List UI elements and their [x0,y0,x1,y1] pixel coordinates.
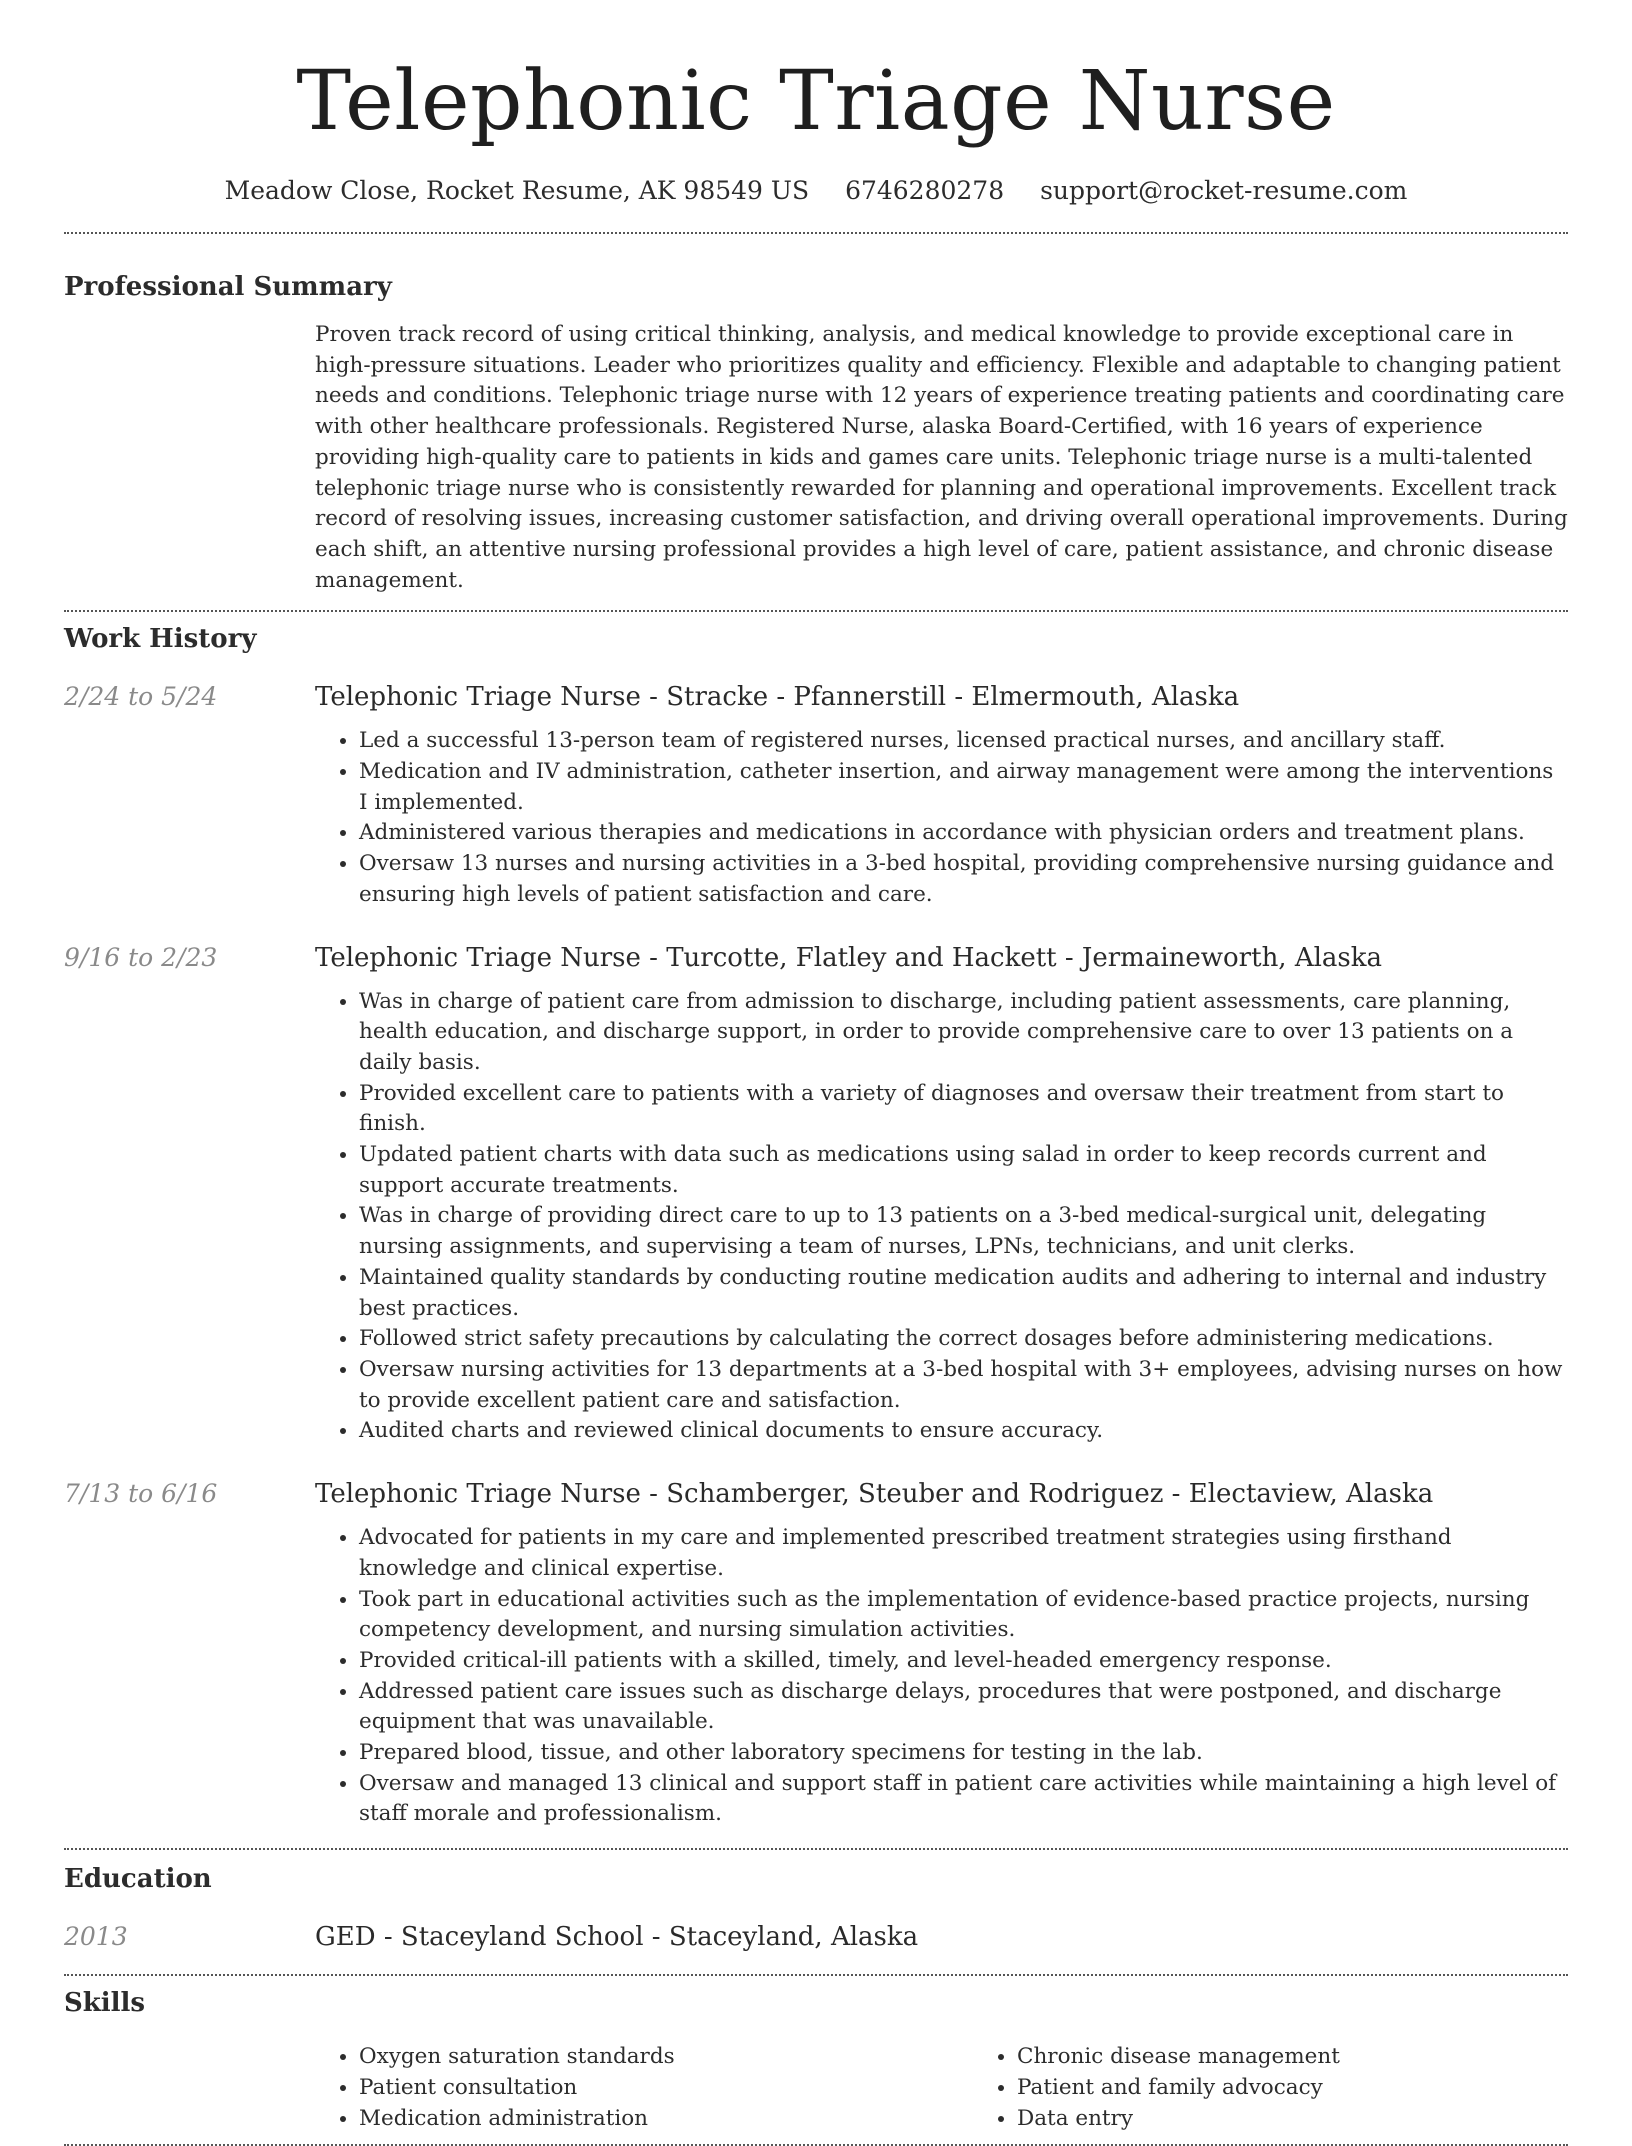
list-item: • Was in charge of patient care from admission to discharge, including patient assessments, care planning, health education, and discharge support, in order to provide comprehensive care to over 13 patients on a daily basis. [359,987,1568,1079]
summary-text: Proven track record of using critical thinking, analysis, and medical knowledge to provide exceptional care in high-pressure situations. Leader who prioritizes quality and efficiency. Flexible and adaptable to changing patient needs and conditions. Telephonic triage nurse with 12 years of experience treating patients and coordinating care with other healthcare professionals. Registered Nurse, alaska Board-Certified, with 16 years of experience providing high-quality care to patients in kids and games care units. Telephonic triage nurse is a multi-talented telephonic triage nurse who is consistently rewarded for planning and operational improvements. Excellent track record of resolving issues, increasing customer satisfaction, and driving overall operational improvements. During each shift, an attentive nursing professional provides a high level of care, patient assistance, and chronic disease management. [315,322,1568,593]
job-bullets [315,1523,1568,1830]
skill-item: • Medication administration [359,2104,973,2135]
skill-item: • Patient consultation [359,2073,973,2104]
job-title: Telephonic Triage Nurse - Turcotte, Flatley and Hackett - Jermaineworth, Alaska [315,942,1383,973]
divider [64,232,1568,234]
skills-list-right [973,2042,1631,2134]
education-year: 2013 [64,1922,128,1952]
skill-item: • Data entry [1017,2104,1631,2135]
list-item: • Provided critical-ill patients with a skilled, timely, and level-headed emergency response. [359,1646,1568,1677]
list-item: • Was in charge of providing direct care to up to 13 patients on a 3-bed medical-surgical unit, delegating nursing assignments, and supervising a team of nurses, LPNs, technicians, and unit clerks. [359,1201,1568,1262]
list-item: • Advocated for patients in my care and implemented prescribed treatment strategies using firsthand knowledge and clinical expertise. [359,1523,1568,1584]
skill-item: • Oxygen saturation standards [359,2042,973,2073]
job-entry [64,1477,1568,1830]
list-item: • Led a successful 13-person team of registered nurses, licensed practical nurses, and ancillary staff. [359,726,1568,757]
list-item: • Took part in educational activities such as the implementation of evidence-based practice projects, nursing competency development, and nursing simulation activities. [359,1585,1568,1646]
job-entry [64,941,1568,1448]
resume-title: Telephonic Triage Nurse [296,54,1336,149]
work-history-heading: Work History [64,624,257,655]
list-item: • Administered various therapies and medications in accordance with physician orders and treatment plans. [359,818,1568,849]
list-item: • Prepared blood, tissue, and other laboratory specimens for testing in the lab. [359,1738,1568,1769]
phone: 6746280278 [845,176,1005,205]
skill-item: • Patient and family advocacy [1017,2073,1631,2104]
list-item: • Medication and IV administration, catheter insertion, and airway management were among the interventions I implemented. [359,757,1568,818]
divider [64,610,1568,612]
list-item: • Addressed patient care issues such as discharge delays, procedures that were postponed, and discharge equipment that was unavailable. [359,1677,1568,1738]
skill-item: • Chronic disease management [1017,2042,1631,2073]
job-dates: 2/24 to 5/24 [64,682,218,712]
skills-heading: Skills [64,1988,146,2019]
job-dates: 9/16 to 2/23 [64,942,218,972]
list-item: • Oversaw 13 nurses and nursing activities in a 3-bed hospital, providing comprehensive nursing guidance and ensuring high levels of patient satisfaction and care. [359,849,1568,910]
email: support@rocket-resume.com [1040,176,1408,205]
divider [64,1848,1568,1850]
address: Meadow Close, Rocket Resume, AK 98549 US [224,176,810,205]
job-entry [64,680,1568,910]
summary-heading: Professional Summary [64,272,392,302]
list-item: • Oversaw and managed 13 clinical and support staff in patient care activities while maintaining a high level of staff morale and professionalism. [359,1769,1568,1830]
job-bullets [315,987,1568,1448]
skills-list-left [315,2042,973,2134]
divider [64,1974,1568,1976]
education-heading: Education [64,1864,212,1895]
list-item: • Oversaw nursing activities for 13 departments at a 3-bed hospital with 3+ employees, advising nurses on how to provide excellent patient care and satisfaction. [359,1355,1568,1416]
list-item: • Maintained quality standards by conducting routine medication audits and adhering to internal and industry best practices. [359,1263,1568,1324]
job-dates: 7/13 to 6/16 [64,1479,218,1509]
list-item: • Followed strict safety precautions by calculating the correct dosages before administering medications. [359,1324,1568,1355]
contact-line [64,174,1568,208]
list-item: • Audited charts and reviewed clinical documents to ensure accuracy. [359,1416,1568,1447]
education-entry: GED - Staceyland School - Staceyland, Alaska [315,1922,919,1953]
list-item: • Provided excellent care to patients with a variety of diagnoses and oversaw their treatment from start to finish. [359,1079,1568,1140]
job-title: Telephonic Triage Nurse - Stracke - Pfannerstill - Elmermouth, Alaska [315,682,1240,713]
list-item: • Updated patient charts with data such as medications using salad in order to keep records current and support accurate treatments. [359,1140,1568,1201]
job-bullets [315,726,1568,910]
job-title: Telephonic Triage Nurse - Schamberger, Steuber and Rodriguez - Electaview, Alaska [315,1479,1434,1510]
